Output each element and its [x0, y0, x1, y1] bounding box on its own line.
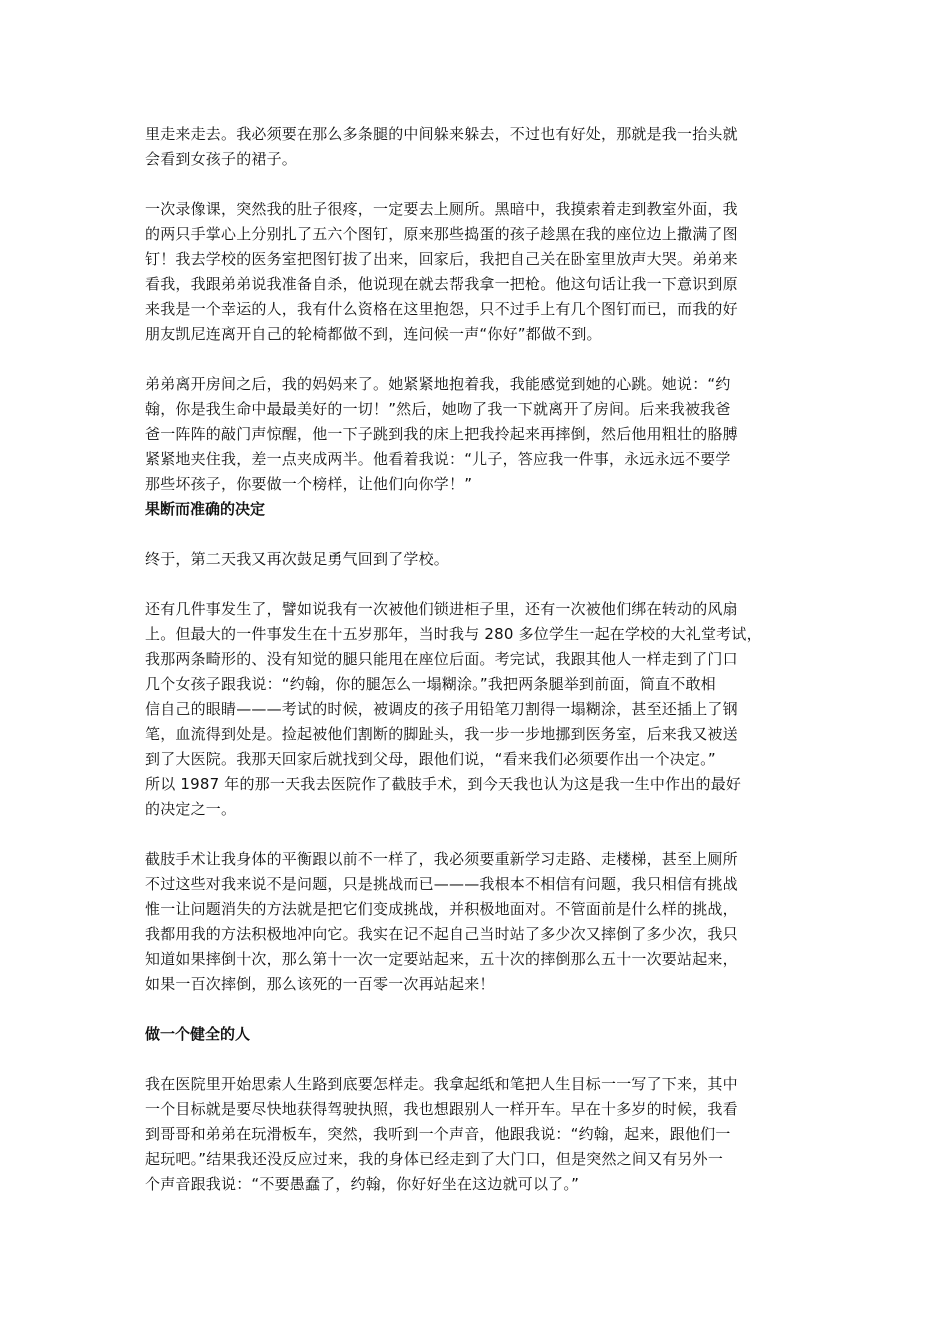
text-line: 还有几件事发生了，譬如说我有一次被他们锁进柜子里，还有一次被他们绑在转动的风扇 [145, 600, 738, 618]
text-line: 弟弟离开房间之后，我的妈妈来了。她紧紧地抱着我，我能感觉到她的心跳。她说：“约 [145, 375, 731, 393]
text-line: 钉！我去学校的医务室把图钉拔了出来，回家后，我把自己关在卧室里放声大哭。弟弟来 [145, 250, 738, 268]
paragraph-spacer [145, 572, 817, 597]
paragraph-spacer [145, 997, 817, 1022]
paragraph-2 [145, 197, 817, 347]
text-line: 起玩吧。”结果我还没反应过来，我的身体已经走到了大门口，但是突然之间又有另外一 [145, 1150, 724, 1168]
section-heading-healthy-person: 做一个健全的人 [145, 1025, 251, 1043]
text-line: 的两只手掌心上分别扎了五六个图钉，原来那些捣蛋的孩子趁黑在我的座位边上撒满了图 [145, 225, 738, 243]
paragraph-3 [145, 372, 817, 497]
text-line: 到了大医院。我那天回家后就找到父母，跟他们说，“看来我们必须要作出一个决定。” [145, 750, 716, 768]
paragraph-5 [145, 597, 817, 822]
text-line: 知道如果摔倒十次，那么第十一次一定要站起来，五十次的摔倒那么五十一次要站起来， [145, 950, 738, 968]
text-line: 如果一百次摔倒，那么该死的一百零一次再站起来！ [145, 975, 495, 993]
text-line: 到哥哥和弟弟在玩滑板车，突然，我听到一个声音，他跟我说：“约翰，起来，跟他们一 [145, 1125, 731, 1143]
text-line: 上。但最大的一件事发生在十五岁那年，当时我与 280 多位学生一起在学校的大礼堂考试， [145, 625, 762, 643]
text-line: 我那两条畸形的、没有知觉的腿只能甩在座位后面。考完试，我跟其他人一样走到了门口 [145, 650, 738, 668]
text-line: 翰，你是我生命中最最美好的一切！”然后，她吻了我一下就离开了房间。后来我被我爸 [145, 400, 731, 418]
text-line: 来我是一个幸运的人，我有什么资格在这里抱怨，只不过手上有几个图钉而已，而我的好 [145, 300, 738, 318]
text-line: 朋友凯尼连离开自己的轮椅都做不到，连问候一声“你好”都做不到。 [145, 325, 602, 343]
text-line: 信自己的眼睛———考试的时候，被调皮的孩子用铅笔刀割得一塌糊涂，甚至还插上了钢 [145, 700, 738, 718]
paragraph-spacer [145, 1047, 817, 1072]
paragraph-6 [145, 847, 817, 997]
text-line: 会看到女孩子的裙子。 [145, 150, 298, 168]
paragraph-4 [145, 547, 817, 572]
section-heading-decision: 果断而准确的决定 [145, 500, 266, 518]
paragraph-spacer [145, 822, 817, 847]
paragraph-spacer [145, 522, 817, 547]
text-line: 所以 1987 年的那一天我去医院作了截肢手术，到今天我也认为这是我一生中作出的最好 [145, 775, 742, 793]
text-line: 个声音跟我说：“不要愚蠢了，约翰，你好好坐在这边就可以了。” [145, 1175, 580, 1193]
document-page [145, 122, 817, 1197]
text-line: 笔，血流得到处是。捡起被他们割断的脚趾头，我一步一步地挪到医务室，后来我又被送 [145, 725, 738, 743]
text-line: 的决定之一。 [145, 800, 237, 818]
text-line: 我在医院里开始思索人生路到底要怎样走。我拿起纸和笔把人生目标一一写了下来，其中 [145, 1075, 738, 1093]
text-line: 里走来走去。我必须要在那么多条腿的中间躲来躲去，不过也有好处，那就是我一抬头就 [145, 125, 738, 143]
paragraph-1 [145, 122, 817, 172]
text-line: 那些坏孩子，你要做一个榜样，让他们向你学！” [145, 475, 473, 493]
text-line: 看我，我跟弟弟说我准备自杀，他说现在就去帮我拿一把枪。他这句话让我一下意识到原 [145, 275, 738, 293]
text-line: 紧紧地夹住我，差一点夹成两半。他看着我说：“儿子，答应我一件事，永远永远不要学 [145, 450, 731, 468]
text-line: 一次录像课，突然我的肚子很疼，一定要去上厕所。黑暗中，我摸索着走到教室外面，我 [145, 200, 738, 218]
paragraph-spacer [145, 347, 817, 372]
text-line: 截肢手术让我身体的平衡跟以前不一样了，我必须要重新学习走路、走楼梯，甚至上厕所 [145, 850, 738, 868]
paragraph-spacer [145, 172, 817, 197]
text-line: 几个女孩子跟我说：“约翰，你的腿怎么一塌糊涂。”我把两条腿举到前面，简直不敢相 [145, 675, 716, 693]
text-line: 我都用我的方法积极地冲向它。我实在记不起自己当时站了多少次又摔倒了多少次，我只 [145, 925, 738, 943]
text-line: 不过这些对我来说不是问题，只是挑战而已———我根本不相信有问题，我只相信有挑战 [145, 875, 738, 893]
paragraph-7 [145, 1072, 817, 1197]
text-line: 终于，第二天我又再次鼓足勇气回到了学校。 [145, 550, 450, 568]
text-line: 一个目标就是要尽快地获得驾驶执照，我也想跟别人一样开车。早在十多岁的时候，我看 [145, 1100, 738, 1118]
text-line: 爸一阵阵的敲门声惊醒，他一下子跳到我的床上把我拎起来再摔倒，然后他用粗壮的胳膊 [145, 425, 738, 443]
text-line: 惟一让问题消失的方法就是把它们变成挑战，并积极地面对。不管面前是什么样的挑战， [145, 900, 738, 918]
